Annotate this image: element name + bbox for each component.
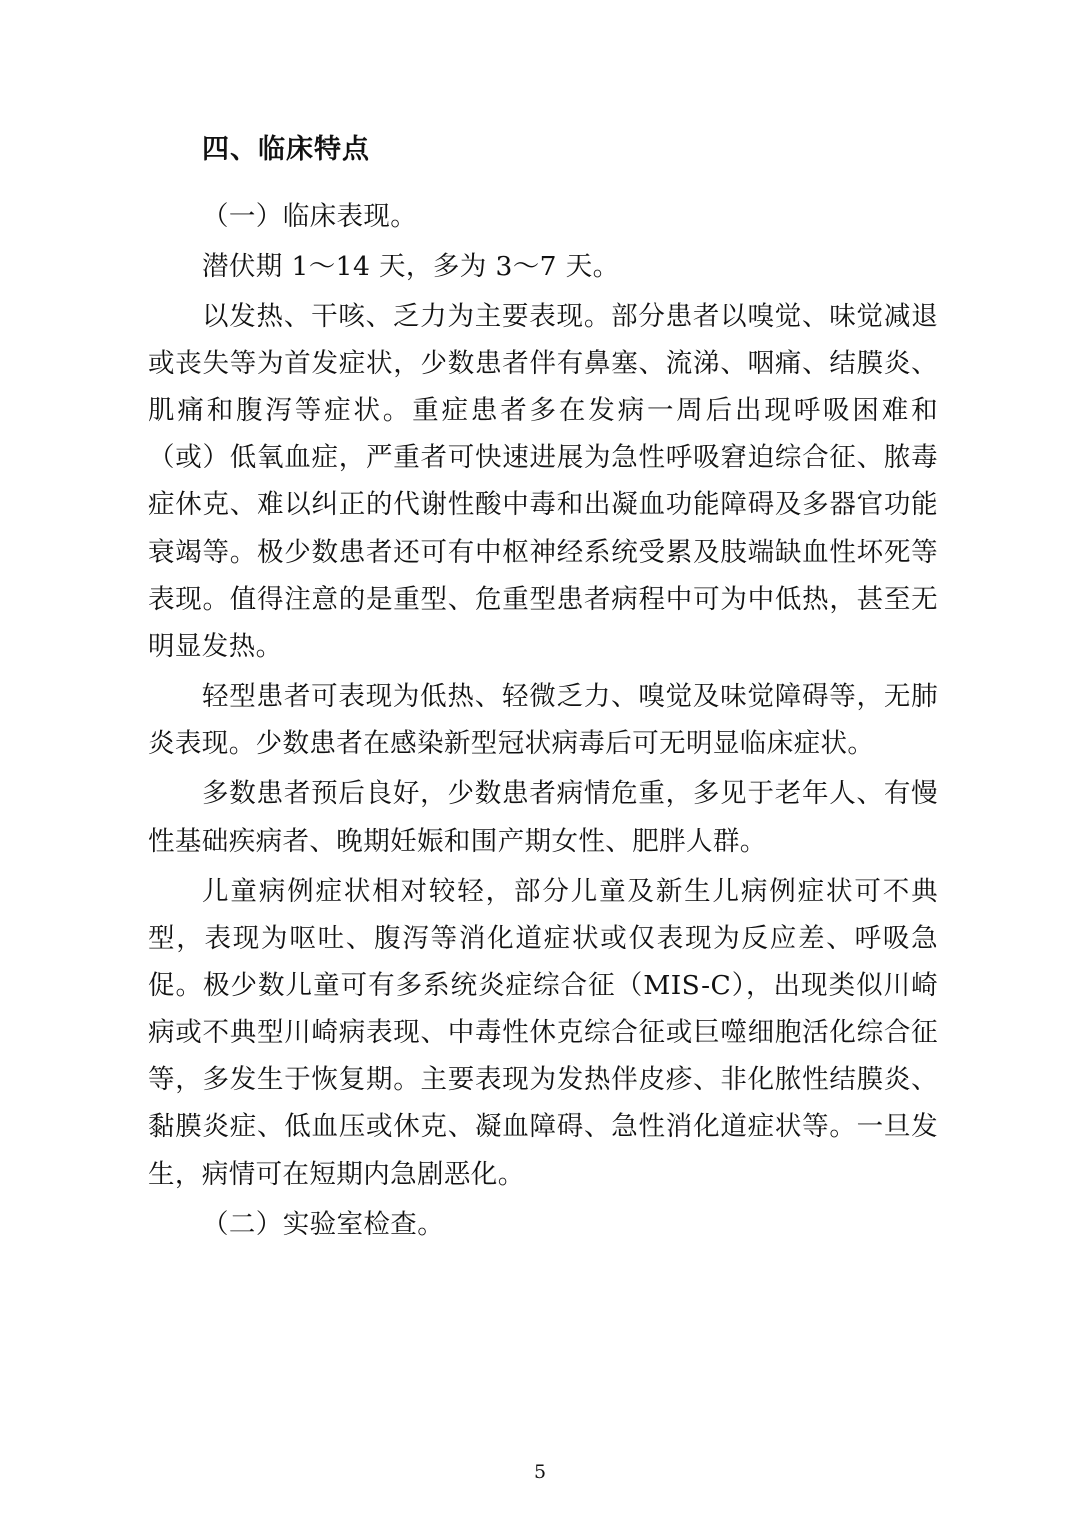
paragraph-laboratory-examination-title: （二）实验室检查。 <box>202 1208 445 1240</box>
paragraph-incubation-period: 潜伏期 1～14 天，多为 3～7 天。 <box>202 250 620 282</box>
paragraph-pediatric-cases: 儿童病例症状相对较轻，部分儿童及新生儿病例症状可不典型，表现为呕吐、腹泻等消化道症状或仅表现为反应差、呼吸急促。极少数儿童可有多系统炎症综合征（MIS-C），出现类似川崎病或不典型川崎病表现、中毒性休克综合征或巨噬细胞活化综合征等，多发生于恢复期。主要表现为发热伴皮疹、非化脓性结膜炎、黏膜炎症、低血压或休克、凝血障碍、急性消化道症状等。一旦发生，病情可在短期内急剧恶化。 <box>148 875 938 1190</box>
paragraph-mild-cases: 轻型患者可表现为低热、轻微乏力、嗅觉及味觉障碍等，无肺炎表现。少数患者在感染新型冠状病毒后可无明显临床症状。 <box>148 681 938 760</box>
page-number: 5 <box>533 1461 547 1483</box>
paragraph-prognosis: 多数患者预后良好，少数患者病情危重，多见于老年人、有慢性基础疾病者、晚期妊娠和围产期女性、肥胖人群。 <box>148 778 938 857</box>
document-body <box>148 130 938 1248</box>
section-heading: 四、临床特点 <box>202 134 370 165</box>
paragraph-clinical-manifestation-title: （一）临床表现。 <box>202 200 418 232</box>
paragraph-main-symptoms: 以发热、干咳、乏力为主要表现。部分患者以嗅觉、味觉减退或丧失等为首发症状，少数患者伴有鼻塞、流涕、咽痛、结膜炎、肌痛和腹泻等症状。重症患者多在发病一周后出现呼吸困难和（或）低氧血症，严重者可快速进展为急性呼吸窘迫综合征、脓毒症休克、难以纠正的代谢性酸中毒和出凝血功能障碍及多器官功能衰竭等。极少数患者还可有中枢神经系统受累及肢端缺血性坏死等表现。值得注意的是重型、危重型患者病程中可为中低热，甚至无明显发热。 <box>148 300 938 662</box>
